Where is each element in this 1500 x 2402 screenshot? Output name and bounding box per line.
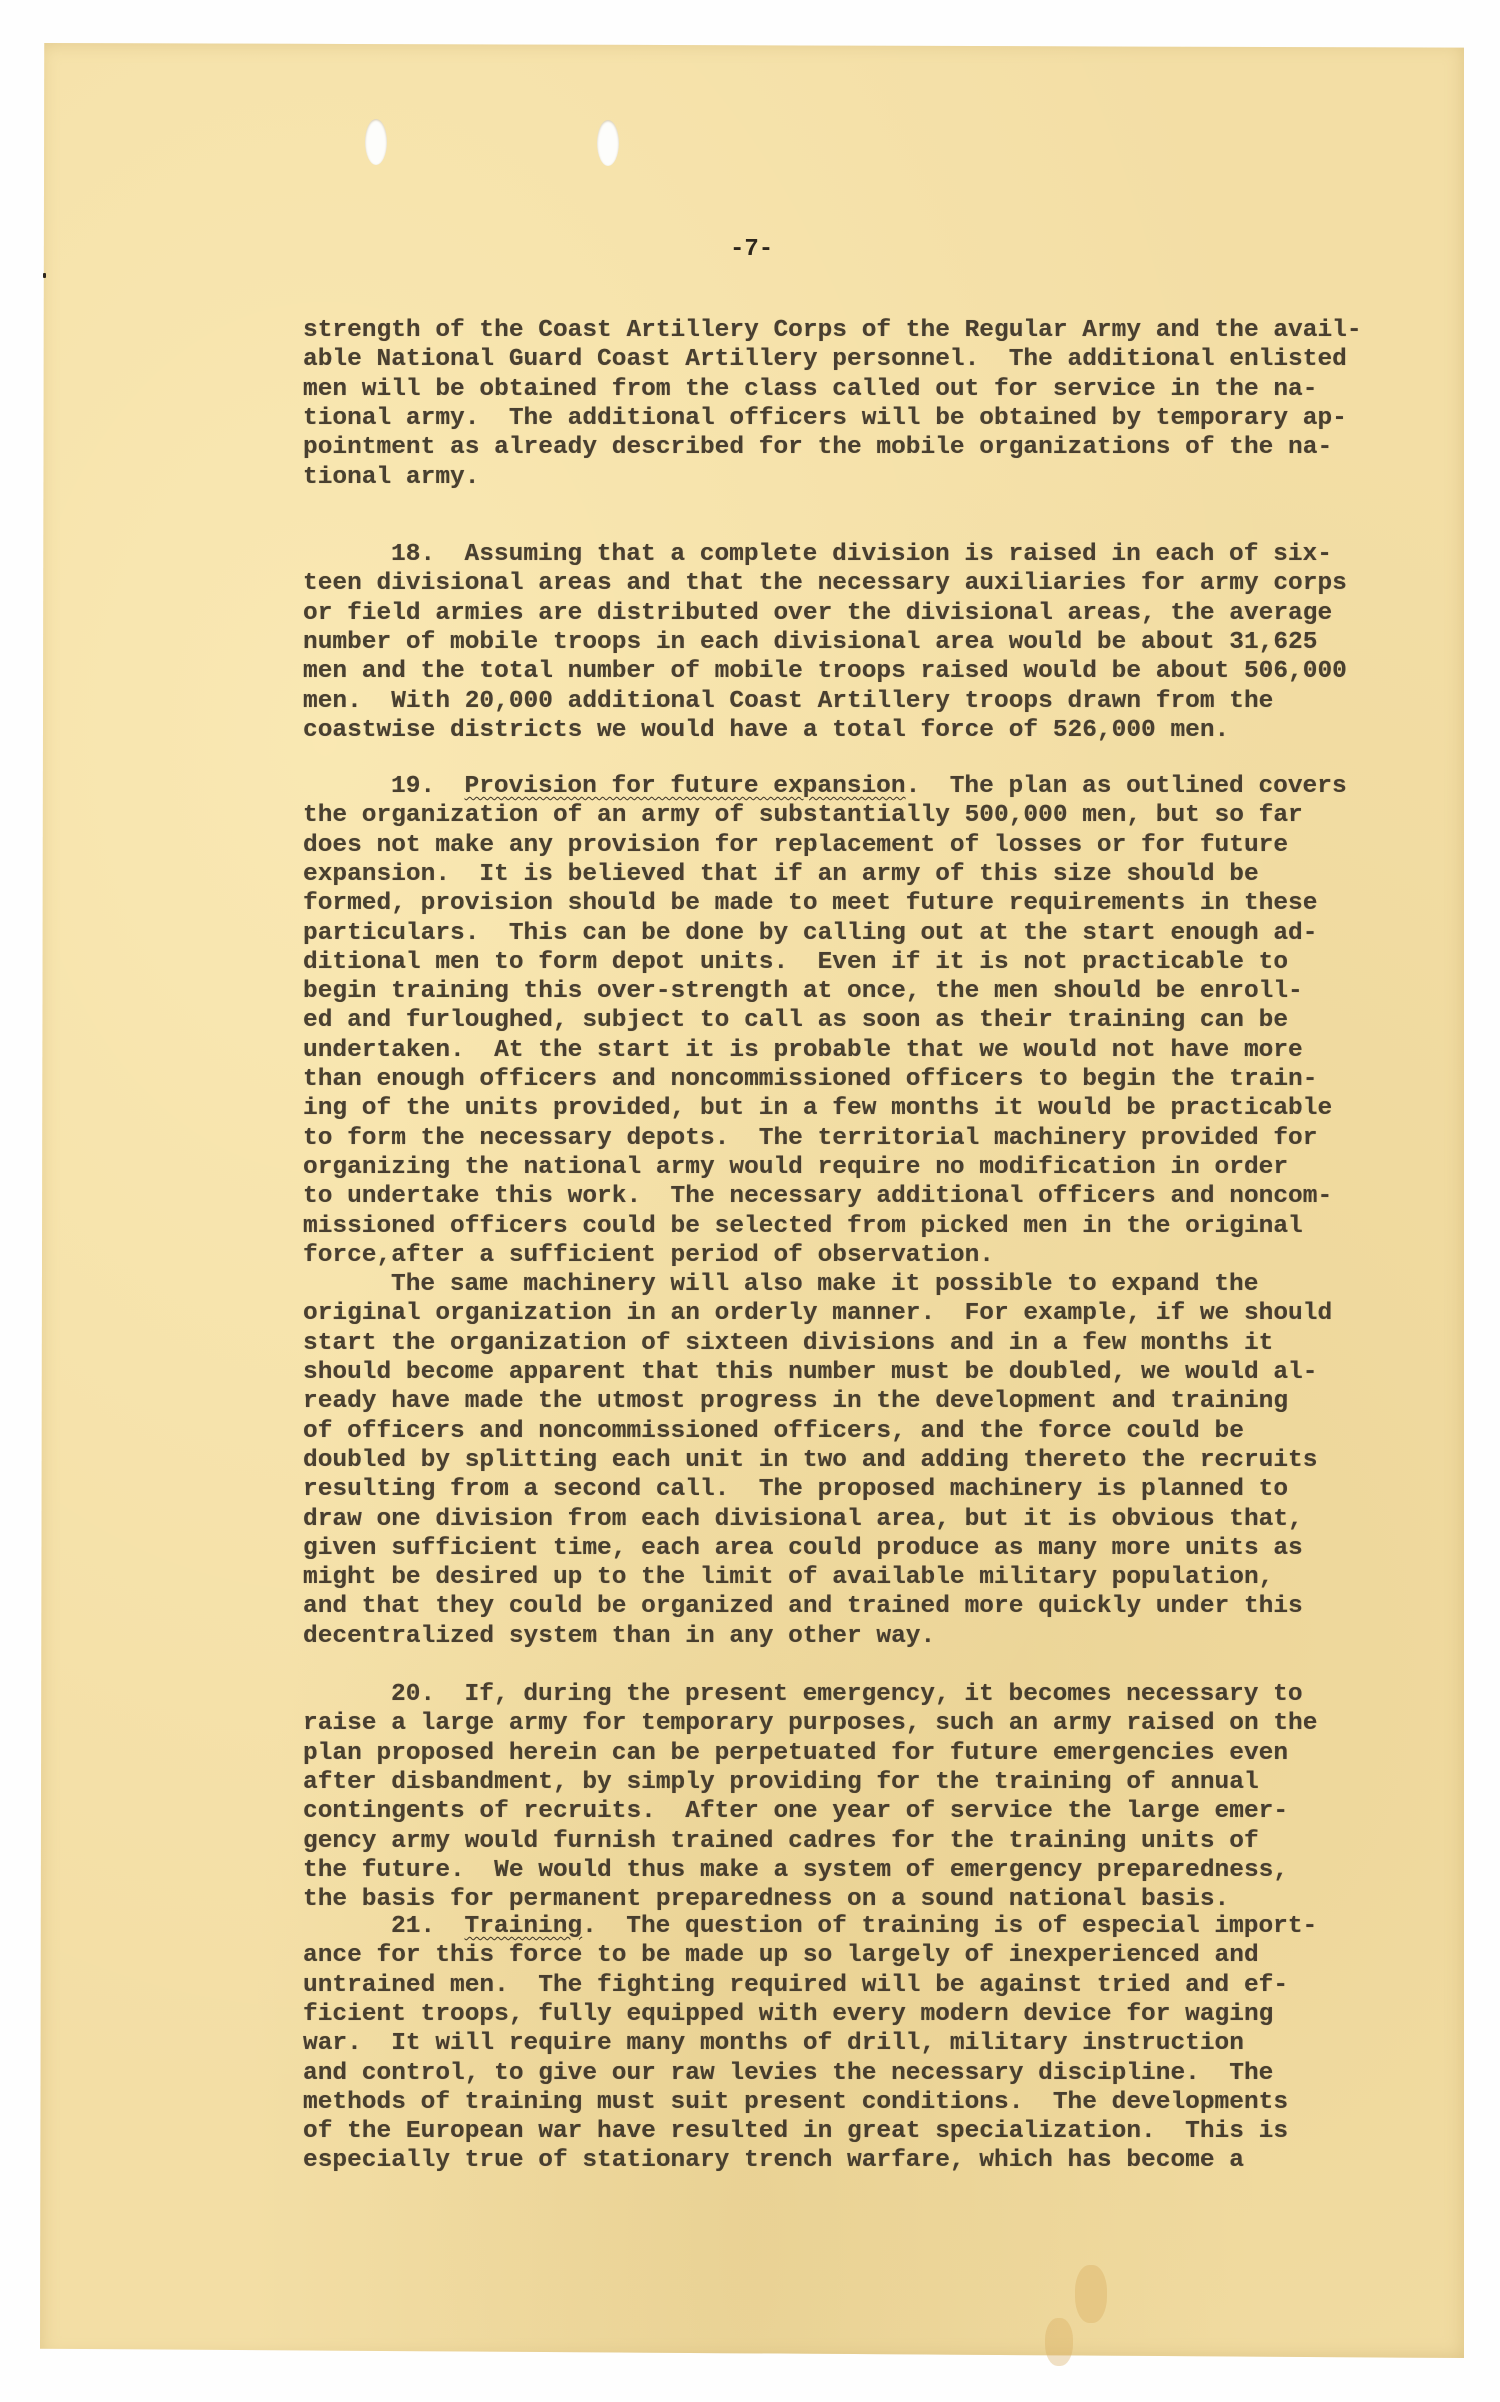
text-line: draw one division from each divisional area, but it is obvious that, <box>303 1505 1303 1533</box>
paragraph-first-line <box>303 772 1347 801</box>
page-number: -7- <box>730 236 774 263</box>
text-line: raise a large army for temporary purposes, such an army raised on the <box>303 1710 1318 1738</box>
text-line: methods of training must suit present conditions. The developments <box>303 2088 1289 2116</box>
text-line: does not make any provision for replacement of losses or for future <box>303 831 1289 859</box>
text-line: of officers and noncommissioned officers, and the force could be <box>303 1417 1244 1445</box>
text-line: doubled by splitting each unit in two and adding thereto the recruits <box>303 1446 1318 1474</box>
text-line: untrained men. The fighting required will be against tried and ef- <box>303 1971 1289 1999</box>
text-line: strength of the Coast Artillery Corps of the Regular Army and the avail- <box>303 317 1362 344</box>
text-line: ance for this force to be made up so largely of inexperienced and <box>303 1942 1259 1970</box>
text-line: to undertake this work. The necessary additional officers and noncom- <box>303 1183 1333 1211</box>
text-line: ficient troops, fully equipped with every modern device for waging <box>303 2000 1274 2028</box>
paragraph-number: 19. <box>391 773 465 800</box>
text-line: given sufficient time, each area could produce as many more units as <box>303 1534 1303 1562</box>
text-line: to form the necessary depots. The territorial machinery provided for <box>303 1124 1318 1152</box>
text-line: ing of the units provided, but in a few months it would be practicable <box>303 1095 1333 1123</box>
text-line: plan proposed herein can be perpetuated for future emergencies even <box>303 1739 1289 1767</box>
paragraph-number: 21. <box>391 1913 465 1940</box>
text-line: resulting from a second call. The proposed machinery is planned to <box>303 1476 1289 1504</box>
text-line: the organization of an army of substantially 500,000 men, but so far <box>303 802 1303 830</box>
text-line: expansion. It is believed that if an army of this size should be <box>303 860 1259 888</box>
text-line: formed, provision should be made to meet future requirements in these <box>303 890 1318 918</box>
text-line: organizing the national army would require no modification in order <box>303 1153 1289 1181</box>
text-line: start the organization of sixteen divisions and in a few months it <box>303 1329 1274 1357</box>
text-line: the basis for permanent preparedness on a sound national basis. <box>303 1886 1230 1914</box>
text-line: of the European war have resulted in great specialization. This is <box>303 2118 1289 2146</box>
text-line: ditional men to form depot units. Even if it is not practicable to <box>303 948 1289 976</box>
text-line: missioned officers could be selected from picked men in the original <box>303 1212 1303 1240</box>
text-line: teen divisional areas and that the necessary auxiliaries for army corps <box>303 570 1347 598</box>
text-line: men will be obtained from the class called out for service in the na- <box>303 375 1318 403</box>
text-line: war. It will require many months of drill, military instruction <box>303 2030 1244 2058</box>
paragraph-first-line <box>303 1680 1303 1709</box>
paragraph-heading: Provision for future expansion <box>464 773 906 800</box>
text-line: original organization in an orderly manner. For example, if we should <box>303 1300 1333 1328</box>
text-line: pointment as already described for the mobile organizations of the na- <box>303 434 1333 462</box>
text-line: coastwise districts we would have a total force of 526,000 men. <box>303 716 1230 744</box>
text-line: undertaken. At the start it is probable that we would not have more <box>303 1036 1303 1064</box>
text-line: ready have made the utmost progress in the development and training <box>303 1388 1289 1416</box>
text-line: and control, to give our raw levies the necessary discipline. The <box>303 2059 1274 2087</box>
paragraph-number: 20. <box>391 1681 465 1708</box>
text-line: should become apparent that this number must be doubled, we would al- <box>303 1359 1318 1386</box>
text-line: ed and furloughed, subject to call as soon as their training can be <box>303 1007 1289 1035</box>
text-line: after disbandment, by simply providing for the training of annual <box>303 1768 1259 1796</box>
text-line: men and the total number of mobile troops raised would be about 506,000 <box>303 658 1347 686</box>
text-line: decentralized system than in any other way. <box>303 1622 936 1650</box>
text-line: than enough officers and noncommissioned officers to begin the train- <box>303 1066 1318 1093</box>
paragraph-heading: Training <box>464 1913 583 1940</box>
text-line: force,after a sufficient period of observation. <box>303 1241 995 1269</box>
text-line: the future. We would thus make a system of emergency preparedness, <box>303 1856 1289 1884</box>
text-line: begin training this over-strength at once, the men should be enroll- <box>303 978 1303 1006</box>
subparagraph-first-line: The same machinery will also make it possible to expand the <box>391 1271 1259 1299</box>
text-line: gency army would furnish trained cadres for the training units of <box>303 1827 1259 1855</box>
text-line: tional army. <box>303 463 480 491</box>
line-text: If, during the present emergency, it becomes necessary to <box>464 1681 1303 1708</box>
line-text: Assuming that a complete division is raised in each of six- <box>464 541 1332 568</box>
text-line: and that they could be organized and trained more quickly under this <box>303 1593 1303 1621</box>
line-text: . The plan as outlined covers <box>905 773 1347 800</box>
text-line: might be desired up to the limit of available military population, <box>303 1564 1274 1592</box>
text-line: men. With 20,000 additional Coast Artillery troops drawn from the <box>303 687 1274 715</box>
paragraph-number: 18. <box>391 541 465 568</box>
paragraph-first-line <box>303 540 1332 569</box>
text-line: contingents of recruits. After one year of service the large emer- <box>303 1798 1289 1826</box>
text-line: number of mobile troops in each divisional area would be about 31,625 <box>303 628 1318 656</box>
text-line: able National Guard Coast Artillery personnel. The additional enlisted <box>303 346 1347 374</box>
paragraph-first-line <box>303 1912 1317 1941</box>
text-line: particulars. This can be done by calling out at the start enough ad- <box>303 919 1318 947</box>
text-line: or field armies are distributed over the divisional areas, the average <box>303 599 1333 627</box>
line-text: . The question of training is of especial import- <box>582 1913 1318 1940</box>
text-line: tional army. The additional officers will be obtained by temporary ap- <box>303 404 1347 432</box>
text-line: especially true of stationary trench warfare, which has become a <box>303 2147 1244 2175</box>
